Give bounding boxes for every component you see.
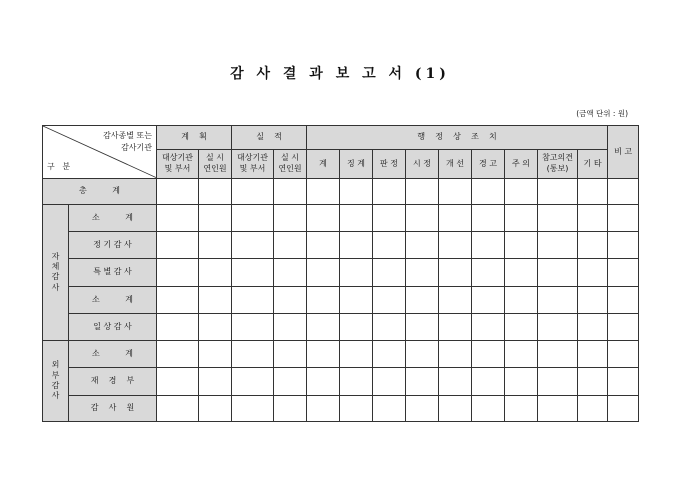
report-title: 감 사 결 과 보 고 서 (1): [230, 66, 450, 82]
table-cell: [373, 204, 406, 231]
table-cell: [538, 178, 578, 204]
table-cell: [199, 341, 232, 368]
table-cell: [439, 286, 472, 313]
table-cell: [439, 368, 472, 395]
table-cell: [538, 232, 578, 259]
total-row-label: 총 계: [43, 178, 157, 204]
regular-audit-label: 정 기 감 사: [69, 232, 157, 259]
table-cell: [307, 232, 340, 259]
table-cell: [157, 259, 199, 286]
audit-type-label: [103, 130, 152, 154]
self-subtotal-2-label: 소 계: [69, 286, 157, 313]
admin-col-total: 계: [307, 150, 340, 178]
table-cell: [232, 395, 274, 421]
table-cell: [274, 178, 307, 204]
table-cell: [274, 341, 307, 368]
table-cell: [373, 395, 406, 421]
table-cell: [578, 341, 608, 368]
table-cell: [439, 232, 472, 259]
table-cell: [406, 286, 439, 313]
category-diagonal-header: [43, 126, 157, 179]
table-cell: [472, 395, 505, 421]
plan-header: 계 획: [157, 126, 232, 150]
table-cell: [608, 341, 639, 368]
table-cell: [608, 313, 639, 340]
table-cell: [472, 341, 505, 368]
audit-type-line2: 감사기관: [121, 143, 152, 152]
table-cell: [538, 341, 578, 368]
audit-type-line1: 감사종별 또는: [103, 131, 152, 140]
table-cell: [439, 204, 472, 231]
finance-ministry-label: 재 경 부: [69, 368, 157, 395]
table-cell: [373, 286, 406, 313]
table-cell: [307, 178, 340, 204]
table-cell: [373, 368, 406, 395]
table-cell: [406, 368, 439, 395]
actual-header: 실 적: [232, 126, 307, 150]
table-cell: [505, 178, 538, 204]
table-cell: [538, 259, 578, 286]
currency-unit-note: (금액 단위 : 원): [576, 109, 628, 118]
table-cell: [608, 395, 639, 421]
table-cell: [439, 259, 472, 286]
table-cell: [439, 395, 472, 421]
table-cell: [439, 178, 472, 204]
admin-col-reference: 참고의견 (통보): [538, 150, 578, 178]
table-cell: [406, 313, 439, 340]
self-subtotal-label: 소 계: [69, 204, 157, 231]
table-cell: [578, 368, 608, 395]
table-cell: [340, 259, 373, 286]
table-cell: [373, 178, 406, 204]
table-cell: [340, 286, 373, 313]
table-cell: [340, 313, 373, 340]
table-cell: [406, 395, 439, 421]
table-cell: [406, 178, 439, 204]
table-cell: [538, 204, 578, 231]
table-cell: [274, 232, 307, 259]
table-cell: [157, 178, 199, 204]
admin-col-other: 기 타: [578, 150, 608, 178]
actual-target-header: 대상기관 및 부서: [232, 150, 274, 178]
table-cell: [157, 232, 199, 259]
admin-col-discipline: 징 계: [340, 150, 373, 178]
table-cell: [538, 286, 578, 313]
admin-action-header: 행 정 상 조 치: [307, 126, 608, 150]
table-cell: [274, 286, 307, 313]
table-cell: [274, 313, 307, 340]
admin-col-compensation: 판 정: [373, 150, 406, 178]
table-cell: [232, 313, 274, 340]
table-cell: [505, 341, 538, 368]
table-cell: [439, 313, 472, 340]
table-cell: [608, 286, 639, 313]
table-cell: [538, 395, 578, 421]
table-cell: [373, 341, 406, 368]
table-cell: [472, 232, 505, 259]
table-cell: [157, 313, 199, 340]
table-cell: [199, 259, 232, 286]
table-row: [43, 341, 639, 368]
division-label: 구 분: [47, 162, 71, 172]
external-audit-group-label: 외 부 감 사: [43, 341, 69, 422]
admin-col-caution: 주 의: [505, 150, 538, 178]
self-audit-group-label: 자 체 감 사: [43, 204, 69, 340]
admin-col-improvement: 개 선: [439, 150, 472, 178]
table-cell: [157, 368, 199, 395]
table-row: [43, 286, 639, 313]
table-cell: [199, 178, 232, 204]
table-cell: [307, 313, 340, 340]
table-cell: [274, 395, 307, 421]
table-row: [43, 368, 639, 395]
table-cell: [340, 395, 373, 421]
audit-board-label: 감 사 원: [69, 395, 157, 421]
table-cell: [578, 395, 608, 421]
table-cell: [232, 368, 274, 395]
table-row: [43, 259, 639, 286]
table-cell: [232, 341, 274, 368]
admin-col-correction: 시 정: [406, 150, 439, 178]
table-cell: [274, 368, 307, 395]
table-cell: [307, 259, 340, 286]
table-cell: [608, 259, 639, 286]
daily-audit-label: 일 상 감 사: [69, 313, 157, 340]
table-cell: [232, 259, 274, 286]
table-cell: [307, 341, 340, 368]
plan-target-header: 대상기관 및 부서: [157, 150, 199, 178]
table-cell: [505, 259, 538, 286]
table-row: [43, 395, 639, 421]
table-cell: [406, 341, 439, 368]
special-audit-label: 특 별 감 사: [69, 259, 157, 286]
audit-report-table: [42, 125, 639, 422]
table-cell: [505, 204, 538, 231]
table-cell: [232, 286, 274, 313]
admin-col-warning: 경 고: [472, 150, 505, 178]
table-cell: [373, 232, 406, 259]
table-cell: [608, 232, 639, 259]
table-cell: [608, 178, 639, 204]
table-cell: [307, 395, 340, 421]
table-cell: [608, 368, 639, 395]
table-cell: [157, 204, 199, 231]
table-cell: [578, 313, 608, 340]
table-cell: [406, 259, 439, 286]
table-cell: [578, 232, 608, 259]
table-cell: [472, 204, 505, 231]
table-cell: [505, 286, 538, 313]
table-cell: [538, 313, 578, 340]
table-cell: [307, 368, 340, 395]
table-cell: [340, 204, 373, 231]
table-cell: [340, 341, 373, 368]
table-cell: [373, 313, 406, 340]
table-cell: [578, 204, 608, 231]
table-cell: [199, 395, 232, 421]
table-cell: [578, 178, 608, 204]
table-cell: [472, 259, 505, 286]
table-cell: [472, 313, 505, 340]
remark-header: 비 고: [608, 126, 639, 179]
table-cell: [199, 286, 232, 313]
table-cell: [505, 313, 538, 340]
table-cell: [274, 204, 307, 231]
table-cell: [199, 204, 232, 231]
table-row: [43, 204, 639, 231]
table-cell: [157, 286, 199, 313]
table-cell: [608, 204, 639, 231]
table-cell: [307, 204, 340, 231]
table-cell: [472, 178, 505, 204]
table-cell: [505, 232, 538, 259]
table-cell: [373, 259, 406, 286]
plan-staff-header: 실 시 연인원: [199, 150, 232, 178]
actual-staff-header: 실 시 연인원: [274, 150, 307, 178]
table-cell: [538, 368, 578, 395]
table-row: [43, 178, 639, 204]
table-cell: [472, 286, 505, 313]
table-cell: [578, 259, 608, 286]
table-cell: [505, 368, 538, 395]
table-row: [43, 313, 639, 340]
table-cell: [578, 286, 608, 313]
table-cell: [157, 395, 199, 421]
table-row: [43, 232, 639, 259]
table-cell: [406, 204, 439, 231]
table-cell: [340, 178, 373, 204]
ext-subtotal-label: 소 계: [69, 341, 157, 368]
table-cell: [472, 368, 505, 395]
table-cell: [232, 204, 274, 231]
table-cell: [232, 232, 274, 259]
table-cell: [406, 232, 439, 259]
table-cell: [274, 259, 307, 286]
table-cell: [199, 232, 232, 259]
table-cell: [505, 395, 538, 421]
table-cell: [157, 341, 199, 368]
table-cell: [232, 178, 274, 204]
table-cell: [307, 286, 340, 313]
table-cell: [199, 313, 232, 340]
table-cell: [340, 368, 373, 395]
table-cell: [199, 368, 232, 395]
table-cell: [439, 341, 472, 368]
table-cell: [340, 232, 373, 259]
